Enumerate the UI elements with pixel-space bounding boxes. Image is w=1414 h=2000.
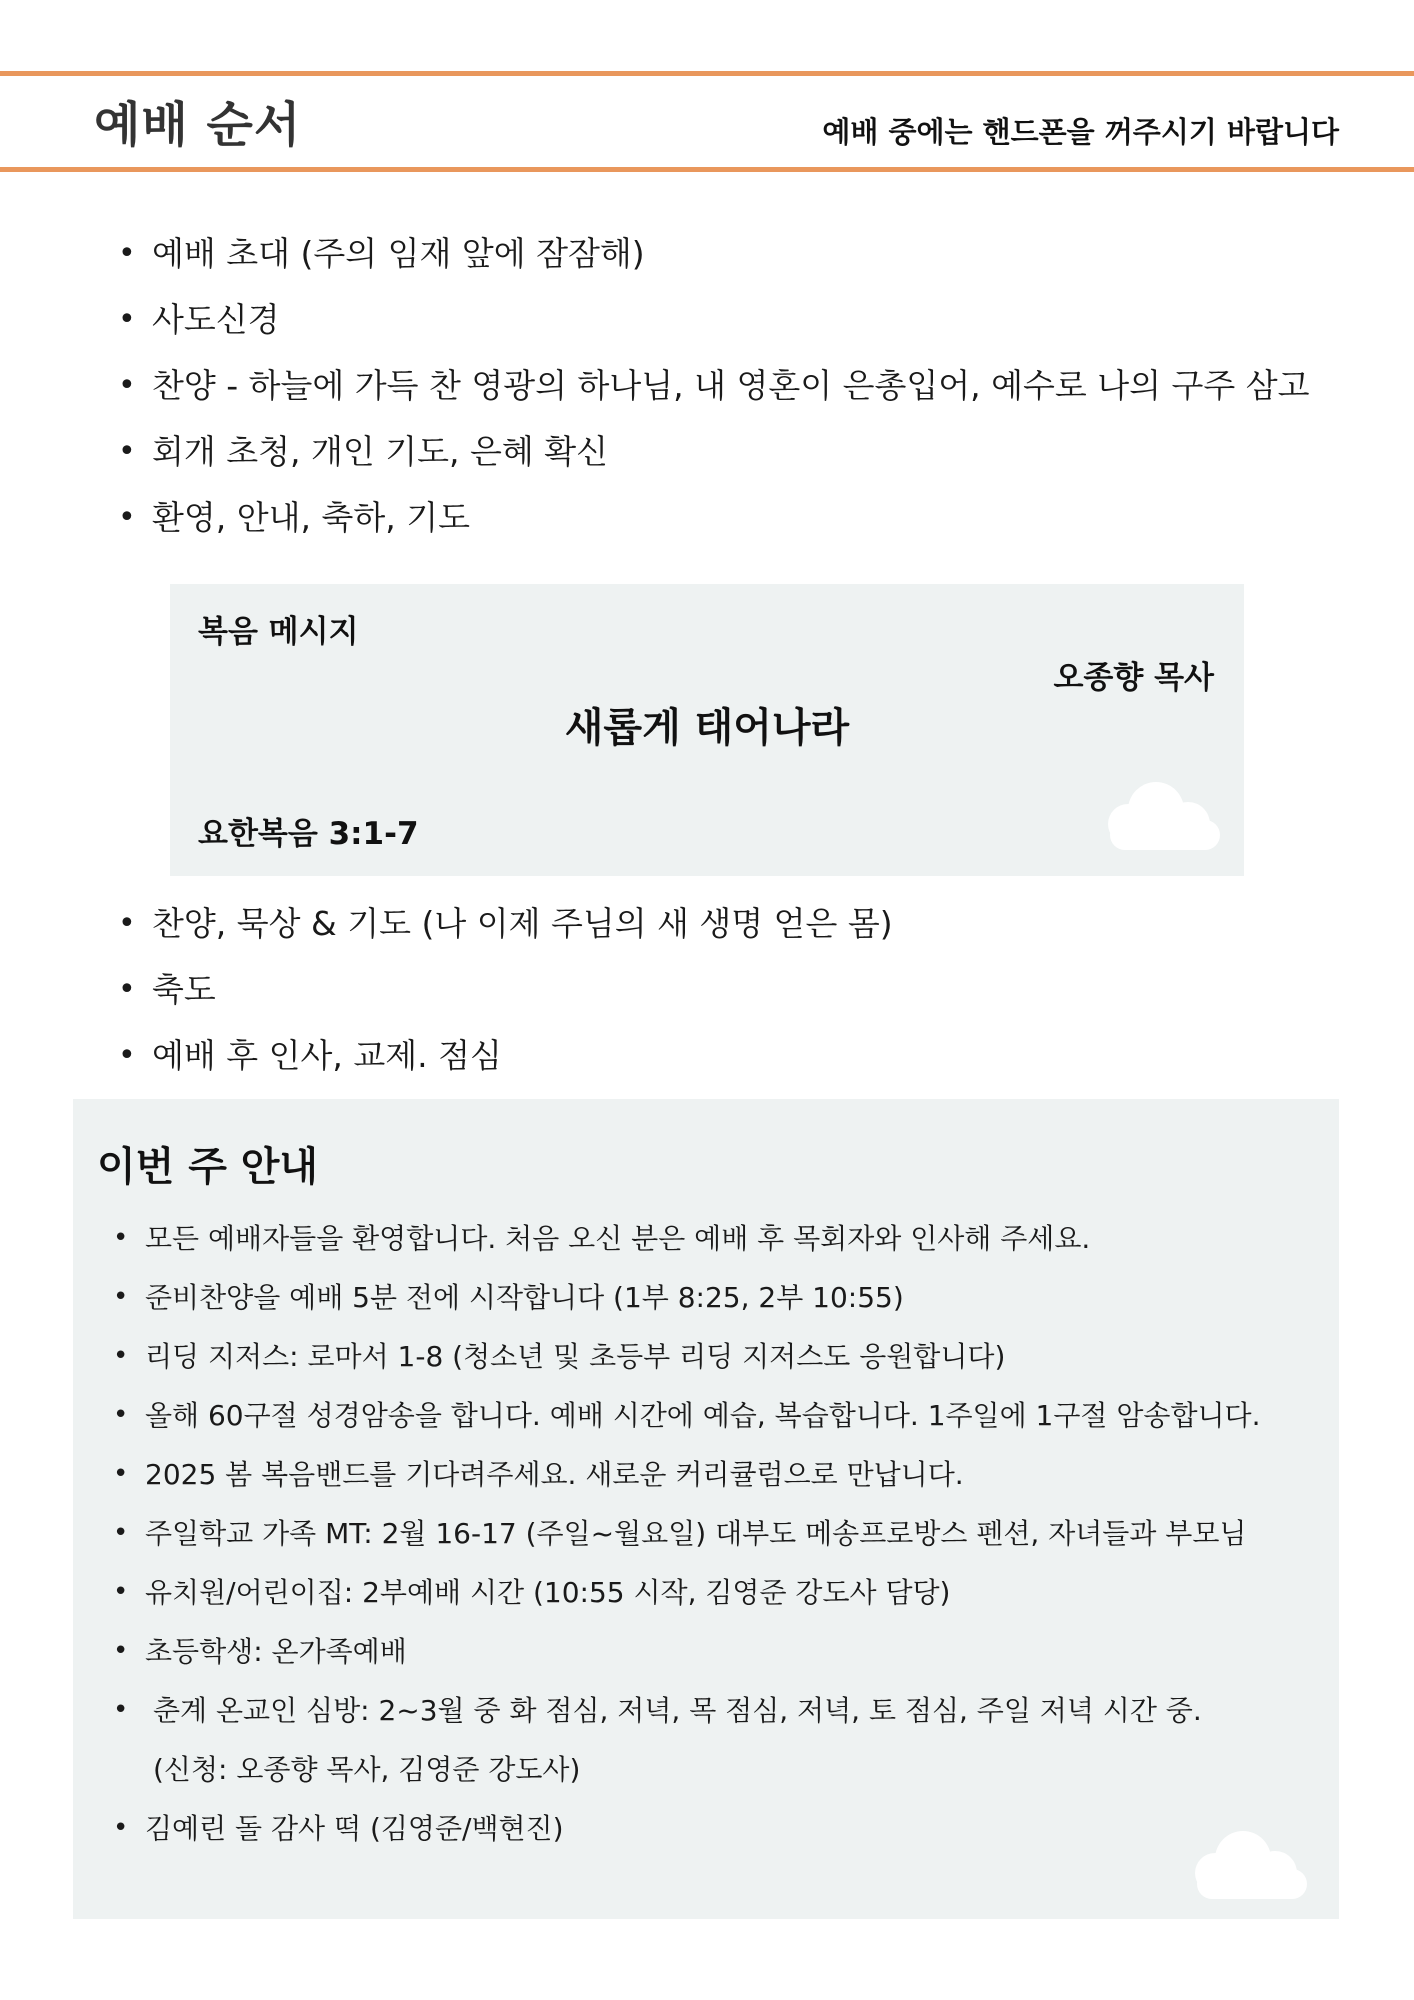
bullet-icon: •: [118, 368, 136, 403]
announcement-item: [113, 1327, 1261, 1386]
announcements-box: [73, 1099, 1339, 1919]
header-top-rule: [0, 71, 1414, 76]
announcement-item: [113, 1445, 1261, 1504]
bullet-icon: •: [113, 1341, 129, 1371]
order-item: [118, 1030, 893, 1096]
order-item-label: 예배 후 인사, 교제. 점심: [152, 1036, 502, 1075]
announcement-text: 주일학교 가족 MT: 2월 16-17 (주일~월요일) 대부도 메송프로방스 펜션, 자녀들과 부모님: [145, 1517, 1247, 1550]
bullet-icon: •: [113, 1636, 129, 1666]
announcement-text: 초등학생: 온가족예배: [145, 1635, 407, 1668]
order-item-label: 회개 초청, 개인 기도, 은혜 확신: [152, 432, 608, 471]
bullet-icon: •: [113, 1459, 129, 1489]
announcement-text: 유치원/어린이집: 2부예배 시간 (10:55 시작, 김영준 강도사 담당): [145, 1576, 951, 1609]
bullet-icon: •: [118, 1038, 136, 1073]
bullet-icon: •: [113, 1518, 129, 1548]
header-bottom-rule: [0, 167, 1414, 172]
announcement-item: [113, 1504, 1261, 1563]
bullet-icon: •: [113, 1577, 129, 1607]
order-item-label: 환영, 안내, 축하, 기도: [152, 498, 470, 537]
order-list-after: [118, 898, 893, 1096]
bullet-icon: •: [113, 1400, 129, 1430]
order-item: [118, 426, 1309, 492]
order-item: [118, 964, 893, 1030]
order-item-label: 찬양, 묵상 & 기도 (나 이제 주님의 새 생명 얻은 몸): [152, 904, 893, 943]
announcements-heading: 이번 주 안내: [97, 1144, 319, 1190]
sermon-pastor: 오종향 목사: [1053, 660, 1214, 696]
announcements-list: [113, 1209, 1261, 1858]
announcement-text: 올해 60구절 성경암송을 합니다. 예배 시간에 예습, 복습합니다. 1주일에 1구절 암송합니다.: [145, 1399, 1261, 1432]
order-item: [118, 492, 1309, 558]
order-item: [118, 294, 1309, 360]
announcement-item: [113, 1209, 1261, 1268]
announcement-text: 준비찬양을 예배 5분 전에 시작합니다 (1부 8:25, 2부 10:55): [145, 1281, 904, 1314]
order-item: [118, 898, 893, 964]
page-title: 예배 순서: [94, 97, 302, 153]
sermon-label: 복음 메시지: [198, 614, 359, 650]
phone-off-notice: 예배 중에는 핸드폰을 꺼주시기 바랍니다: [822, 115, 1339, 149]
sermon-verse: 요한복음 3:1-7: [198, 816, 419, 852]
announcement-text: 춘계 온교인 심방: 2~3월 중 화 점심, 저녁, 목 점심, 저녁, 토 점심, 주일 저녁 시간 중.: [153, 1694, 1202, 1727]
announcement-item: [113, 1386, 1261, 1445]
bullet-icon: •: [118, 500, 136, 535]
sermon-box: [170, 584, 1244, 876]
announcement-text: 2025 봄 복음밴드를 기다려주세요. 새로운 커리큘럼으로 만납니다.: [145, 1458, 964, 1491]
bullet-icon: •: [118, 236, 136, 271]
announcement-text: 모든 예배자들을 환영합니다. 처음 오신 분은 예배 후 목회자와 인사해 주세요.: [145, 1222, 1091, 1255]
order-item-label: 사도신경: [152, 300, 280, 339]
announcement-item: [113, 1268, 1261, 1327]
order-item: [118, 360, 1309, 426]
bullet-icon: •: [113, 1282, 129, 1312]
announcement-item: [113, 1681, 1261, 1740]
bullet-icon: •: [113, 1223, 129, 1253]
sermon-title: 새롭게 태어나라: [564, 705, 850, 751]
announcement-text: 리딩 지저스: 로마서 1-8 (청소년 및 초등부 리딩 지저스도 응원합니다): [145, 1340, 1006, 1373]
cloud-icon: [1177, 1829, 1309, 1901]
order-item: [118, 228, 1309, 294]
bullet-icon: •: [113, 1695, 129, 1725]
announcement-item: [113, 1622, 1261, 1681]
announcement-item-continued: [113, 1740, 1261, 1799]
announcement-text: 김예린 돌 감사 떡 (김영준/백현진): [145, 1812, 564, 1845]
order-item-label: 예배 초대 (주의 임재 앞에 잠잠해): [152, 234, 645, 273]
bullet-icon: •: [113, 1813, 129, 1843]
order-list-before: [118, 228, 1309, 558]
bullet-icon: •: [118, 434, 136, 469]
order-item-label: 찬양 - 하늘에 가득 찬 영광의 하나님, 내 영혼이 은총입어, 예수로 나의 구주 삼고: [152, 366, 1310, 405]
bullet-icon: •: [118, 906, 136, 941]
announcement-text: (신청: 오종향 목사, 김영준 강도사): [153, 1753, 581, 1786]
bullet-icon: •: [118, 972, 136, 1007]
announcement-item: [113, 1563, 1261, 1622]
order-item-label: 축도: [152, 970, 216, 1009]
cloud-icon: [1090, 780, 1222, 852]
announcement-item: [113, 1799, 1261, 1858]
bullet-icon: •: [118, 302, 136, 337]
